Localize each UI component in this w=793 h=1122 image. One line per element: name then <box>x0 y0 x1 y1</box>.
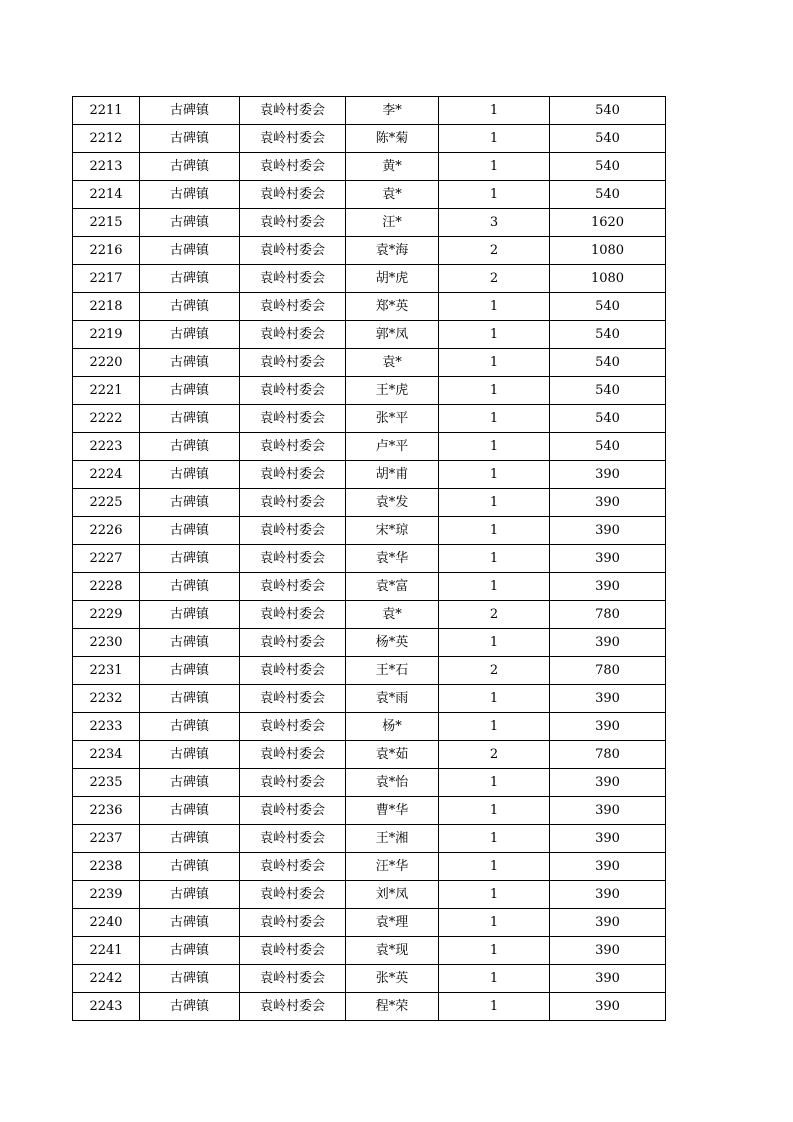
cell-count: 1 <box>439 629 550 657</box>
cell-name: 张*英 <box>346 965 439 993</box>
cell-village: 袁岭村委会 <box>240 125 346 153</box>
cell-village: 袁岭村委会 <box>240 601 346 629</box>
table-row <box>73 293 666 321</box>
cell-amount: 390 <box>550 853 666 881</box>
cell-town: 古碑镇 <box>140 349 240 377</box>
cell-village: 袁岭村委会 <box>240 741 346 769</box>
cell-count: 2 <box>439 265 550 293</box>
cell-village: 袁岭村委会 <box>240 909 346 937</box>
cell-count: 3 <box>439 209 550 237</box>
cell-town: 古碑镇 <box>140 853 240 881</box>
cell-serial-number: 2216 <box>73 237 140 265</box>
cell-count: 1 <box>439 349 550 377</box>
cell-serial-number: 2220 <box>73 349 140 377</box>
cell-amount: 540 <box>550 349 666 377</box>
cell-serial-number: 2240 <box>73 909 140 937</box>
cell-count: 1 <box>439 293 550 321</box>
cell-amount: 780 <box>550 601 666 629</box>
cell-town: 古碑镇 <box>140 461 240 489</box>
cell-village: 袁岭村委会 <box>240 153 346 181</box>
cell-amount: 1080 <box>550 237 666 265</box>
cell-count: 1 <box>439 685 550 713</box>
cell-serial-number: 2222 <box>73 405 140 433</box>
cell-town: 古碑镇 <box>140 993 240 1021</box>
cell-amount: 390 <box>550 909 666 937</box>
cell-name: 胡*虎 <box>346 265 439 293</box>
table-row <box>73 265 666 293</box>
cell-amount: 540 <box>550 97 666 125</box>
cell-count: 1 <box>439 405 550 433</box>
cell-name: 郑*英 <box>346 293 439 321</box>
cell-name: 袁* <box>346 181 439 209</box>
table-row <box>73 237 666 265</box>
cell-name: 李* <box>346 97 439 125</box>
cell-amount: 540 <box>550 125 666 153</box>
cell-name: 袁*怡 <box>346 769 439 797</box>
cell-town: 古碑镇 <box>140 433 240 461</box>
cell-count: 2 <box>439 657 550 685</box>
cell-count: 1 <box>439 125 550 153</box>
cell-amount: 390 <box>550 489 666 517</box>
cell-village: 袁岭村委会 <box>240 377 346 405</box>
cell-amount: 540 <box>550 405 666 433</box>
cell-village: 袁岭村委会 <box>240 937 346 965</box>
cell-town: 古碑镇 <box>140 657 240 685</box>
cell-serial-number: 2217 <box>73 265 140 293</box>
cell-count: 1 <box>439 797 550 825</box>
cell-count: 1 <box>439 517 550 545</box>
cell-serial-number: 2227 <box>73 545 140 573</box>
cell-amount: 540 <box>550 153 666 181</box>
cell-amount: 540 <box>550 433 666 461</box>
table-row <box>73 713 666 741</box>
cell-name: 袁* <box>346 349 439 377</box>
cell-town: 古碑镇 <box>140 293 240 321</box>
cell-name: 袁*现 <box>346 937 439 965</box>
cell-amount: 540 <box>550 293 666 321</box>
table-row <box>73 405 666 433</box>
cell-village: 袁岭村委会 <box>240 573 346 601</box>
cell-name: 袁*海 <box>346 237 439 265</box>
cell-village: 袁岭村委会 <box>240 797 346 825</box>
cell-town: 古碑镇 <box>140 965 240 993</box>
cell-town: 古碑镇 <box>140 153 240 181</box>
cell-village: 袁岭村委会 <box>240 433 346 461</box>
cell-town: 古碑镇 <box>140 685 240 713</box>
cell-count: 1 <box>439 461 550 489</box>
table-row <box>73 993 666 1021</box>
cell-town: 古碑镇 <box>140 741 240 769</box>
cell-village: 袁岭村委会 <box>240 685 346 713</box>
table-row <box>73 461 666 489</box>
table-row <box>73 97 666 125</box>
cell-serial-number: 2242 <box>73 965 140 993</box>
cell-village: 袁岭村委会 <box>240 489 346 517</box>
cell-count: 2 <box>439 741 550 769</box>
cell-serial-number: 2219 <box>73 321 140 349</box>
cell-town: 古碑镇 <box>140 629 240 657</box>
cell-town: 古碑镇 <box>140 125 240 153</box>
table-row <box>73 209 666 237</box>
cell-count: 2 <box>439 601 550 629</box>
cell-amount: 540 <box>550 181 666 209</box>
cell-village: 袁岭村委会 <box>240 713 346 741</box>
cell-town: 古碑镇 <box>140 713 240 741</box>
cell-serial-number: 2241 <box>73 937 140 965</box>
table-row <box>73 769 666 797</box>
cell-name: 陈*菊 <box>346 125 439 153</box>
cell-village: 袁岭村委会 <box>240 825 346 853</box>
table-row <box>73 629 666 657</box>
cell-count: 1 <box>439 853 550 881</box>
cell-village: 袁岭村委会 <box>240 545 346 573</box>
cell-name: 袁*茹 <box>346 741 439 769</box>
cell-town: 古碑镇 <box>140 769 240 797</box>
table-row <box>73 797 666 825</box>
cell-count: 1 <box>439 713 550 741</box>
table-row <box>73 881 666 909</box>
cell-name: 曹*华 <box>346 797 439 825</box>
cell-village: 袁岭村委会 <box>240 629 346 657</box>
cell-serial-number: 2243 <box>73 993 140 1021</box>
cell-name: 王*石 <box>346 657 439 685</box>
data-table <box>72 96 666 1021</box>
cell-town: 古碑镇 <box>140 797 240 825</box>
table-row <box>73 909 666 937</box>
cell-village: 袁岭村委会 <box>240 993 346 1021</box>
cell-serial-number: 2236 <box>73 797 140 825</box>
cell-count: 1 <box>439 377 550 405</box>
table-row <box>73 153 666 181</box>
cell-count: 1 <box>439 321 550 349</box>
cell-amount: 390 <box>550 937 666 965</box>
table-row <box>73 965 666 993</box>
table-row <box>73 349 666 377</box>
cell-amount: 390 <box>550 797 666 825</box>
cell-serial-number: 2211 <box>73 97 140 125</box>
cell-town: 古碑镇 <box>140 97 240 125</box>
cell-serial-number: 2225 <box>73 489 140 517</box>
cell-village: 袁岭村委会 <box>240 461 346 489</box>
table-row <box>73 657 666 685</box>
cell-amount: 390 <box>550 517 666 545</box>
cell-amount: 390 <box>550 629 666 657</box>
cell-town: 古碑镇 <box>140 545 240 573</box>
table-row <box>73 517 666 545</box>
cell-serial-number: 2239 <box>73 881 140 909</box>
cell-town: 古碑镇 <box>140 881 240 909</box>
table-row <box>73 937 666 965</box>
table-row <box>73 601 666 629</box>
cell-amount: 1080 <box>550 265 666 293</box>
cell-amount: 390 <box>550 993 666 1021</box>
cell-count: 1 <box>439 97 550 125</box>
cell-amount: 390 <box>550 881 666 909</box>
cell-name: 袁*华 <box>346 545 439 573</box>
cell-count: 1 <box>439 993 550 1021</box>
cell-town: 古碑镇 <box>140 909 240 937</box>
cell-name: 杨*英 <box>346 629 439 657</box>
cell-count: 1 <box>439 545 550 573</box>
cell-amount: 1620 <box>550 209 666 237</box>
cell-name: 黄* <box>346 153 439 181</box>
cell-serial-number: 2221 <box>73 377 140 405</box>
cell-village: 袁岭村委会 <box>240 657 346 685</box>
cell-serial-number: 2234 <box>73 741 140 769</box>
cell-town: 古碑镇 <box>140 209 240 237</box>
cell-town: 古碑镇 <box>140 825 240 853</box>
cell-town: 古碑镇 <box>140 405 240 433</box>
cell-serial-number: 2230 <box>73 629 140 657</box>
cell-name: 卢*平 <box>346 433 439 461</box>
cell-amount: 390 <box>550 769 666 797</box>
cell-name: 袁*富 <box>346 573 439 601</box>
table-row <box>73 545 666 573</box>
cell-count: 1 <box>439 433 550 461</box>
cell-name: 汪*华 <box>346 853 439 881</box>
cell-amount: 540 <box>550 321 666 349</box>
cell-village: 袁岭村委会 <box>240 209 346 237</box>
cell-count: 1 <box>439 769 550 797</box>
cell-town: 古碑镇 <box>140 517 240 545</box>
cell-count: 1 <box>439 181 550 209</box>
cell-count: 1 <box>439 489 550 517</box>
cell-town: 古碑镇 <box>140 265 240 293</box>
cell-village: 袁岭村委会 <box>240 853 346 881</box>
table-row <box>73 573 666 601</box>
cell-serial-number: 2213 <box>73 153 140 181</box>
table-row <box>73 181 666 209</box>
cell-amount: 390 <box>550 825 666 853</box>
cell-count: 1 <box>439 909 550 937</box>
cell-serial-number: 2212 <box>73 125 140 153</box>
cell-serial-number: 2231 <box>73 657 140 685</box>
cell-count: 2 <box>439 237 550 265</box>
cell-name: 宋*琼 <box>346 517 439 545</box>
cell-amount: 780 <box>550 657 666 685</box>
cell-serial-number: 2228 <box>73 573 140 601</box>
cell-name: 杨* <box>346 713 439 741</box>
cell-serial-number: 2214 <box>73 181 140 209</box>
cell-village: 袁岭村委会 <box>240 293 346 321</box>
cell-town: 古碑镇 <box>140 937 240 965</box>
cell-name: 王*虎 <box>346 377 439 405</box>
table-row <box>73 489 666 517</box>
cell-name: 程*荣 <box>346 993 439 1021</box>
cell-town: 古碑镇 <box>140 237 240 265</box>
cell-name: 袁*理 <box>346 909 439 937</box>
cell-amount: 390 <box>550 685 666 713</box>
cell-serial-number: 2229 <box>73 601 140 629</box>
cell-village: 袁岭村委会 <box>240 181 346 209</box>
cell-serial-number: 2235 <box>73 769 140 797</box>
cell-serial-number: 2224 <box>73 461 140 489</box>
cell-count: 1 <box>439 965 550 993</box>
cell-amount: 390 <box>550 461 666 489</box>
table-row <box>73 685 666 713</box>
cell-town: 古碑镇 <box>140 321 240 349</box>
cell-village: 袁岭村委会 <box>240 349 346 377</box>
cell-amount: 390 <box>550 573 666 601</box>
table-row <box>73 377 666 405</box>
cell-name: 汪* <box>346 209 439 237</box>
table-row <box>73 853 666 881</box>
table-row <box>73 125 666 153</box>
cell-amount: 390 <box>550 713 666 741</box>
cell-town: 古碑镇 <box>140 181 240 209</box>
cell-amount: 390 <box>550 545 666 573</box>
cell-count: 1 <box>439 825 550 853</box>
cell-name: 袁*发 <box>346 489 439 517</box>
cell-serial-number: 2218 <box>73 293 140 321</box>
cell-name: 袁*雨 <box>346 685 439 713</box>
cell-town: 古碑镇 <box>140 377 240 405</box>
cell-name: 胡*甫 <box>346 461 439 489</box>
cell-village: 袁岭村委会 <box>240 965 346 993</box>
cell-serial-number: 2238 <box>73 853 140 881</box>
cell-count: 1 <box>439 881 550 909</box>
cell-village: 袁岭村委会 <box>240 517 346 545</box>
cell-count: 1 <box>439 937 550 965</box>
cell-serial-number: 2237 <box>73 825 140 853</box>
cell-name: 郭*凤 <box>346 321 439 349</box>
cell-amount: 780 <box>550 741 666 769</box>
cell-village: 袁岭村委会 <box>240 405 346 433</box>
cell-village: 袁岭村委会 <box>240 237 346 265</box>
cell-count: 1 <box>439 573 550 601</box>
cell-name: 刘*凤 <box>346 881 439 909</box>
cell-serial-number: 2226 <box>73 517 140 545</box>
cell-village: 袁岭村委会 <box>240 321 346 349</box>
cell-count: 1 <box>439 153 550 181</box>
table-body <box>73 97 666 1021</box>
cell-village: 袁岭村委会 <box>240 881 346 909</box>
cell-village: 袁岭村委会 <box>240 769 346 797</box>
cell-name: 王*湘 <box>346 825 439 853</box>
cell-serial-number: 2233 <box>73 713 140 741</box>
table-row <box>73 433 666 461</box>
table-row <box>73 741 666 769</box>
cell-village: 袁岭村委会 <box>240 265 346 293</box>
cell-serial-number: 2232 <box>73 685 140 713</box>
cell-amount: 390 <box>550 965 666 993</box>
cell-town: 古碑镇 <box>140 573 240 601</box>
cell-name: 张*平 <box>346 405 439 433</box>
table-row <box>73 825 666 853</box>
cell-amount: 540 <box>550 377 666 405</box>
cell-village: 袁岭村委会 <box>240 97 346 125</box>
cell-name: 袁* <box>346 601 439 629</box>
table-row <box>73 321 666 349</box>
cell-serial-number: 2223 <box>73 433 140 461</box>
cell-town: 古碑镇 <box>140 489 240 517</box>
cell-serial-number: 2215 <box>73 209 140 237</box>
cell-town: 古碑镇 <box>140 601 240 629</box>
